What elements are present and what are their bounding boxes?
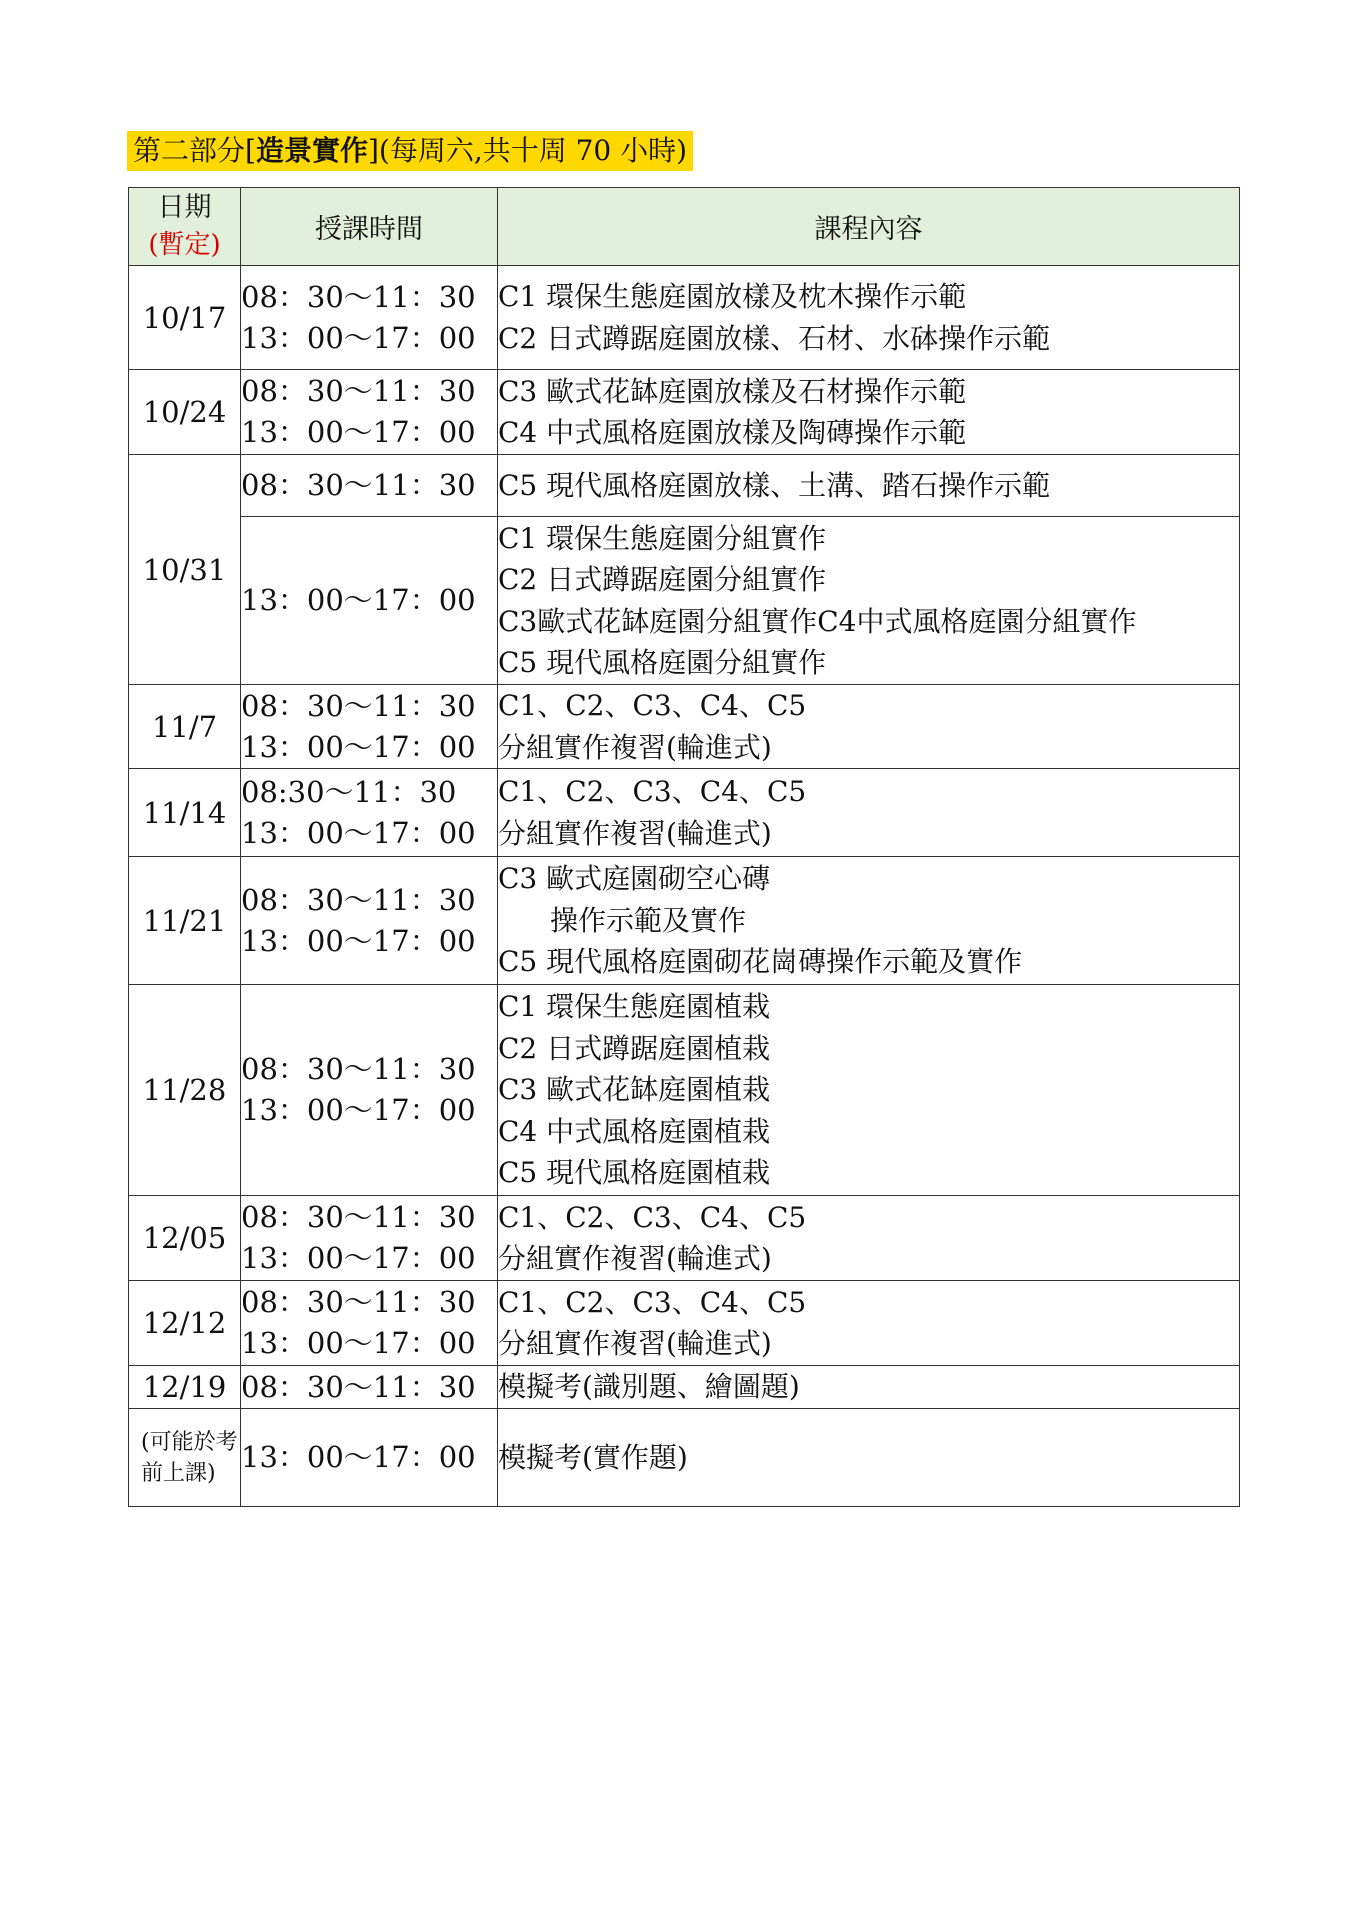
- heading-bracket: ]: [367, 134, 379, 167]
- table-row: [129, 1366, 1240, 1409]
- course-line: C5 現代風格庭園分組實作: [498, 646, 827, 679]
- course-line: C1、C2、C3、C4、C5: [498, 775, 807, 808]
- section-heading: [127, 131, 693, 171]
- time-range: 13：00～17：00: [241, 415, 476, 449]
- time-range: 13：00～17：00: [241, 815, 476, 850]
- time-range: 13：00～17：00: [241, 1326, 476, 1360]
- table-row: [129, 769, 1240, 857]
- header-date-note: (暫定): [148, 230, 221, 260]
- time-range: 08：30～11：30: [241, 1285, 476, 1319]
- course-line: 分組實作複習(輪進式): [498, 816, 772, 850]
- time-cell: [241, 455, 498, 517]
- time-cell: [241, 685, 498, 769]
- content-cell: [498, 1366, 1240, 1409]
- course-line: C5 現代風格庭園放樣、土溝、踏石操作示範: [498, 468, 1051, 502]
- date-cell: 12/12: [129, 1281, 241, 1366]
- date-cell: 12/05: [129, 1196, 241, 1281]
- date-cell: [129, 1366, 241, 1409]
- course-line: C1、C2、C3、C4、C5: [498, 689, 807, 722]
- time-range: 08：30～11：30: [241, 1200, 476, 1234]
- course-line: C4 中式風格庭園放樣及陶磚操作示範: [498, 416, 967, 449]
- time-cell: [241, 985, 498, 1196]
- course-line: C3 歐式庭園砌空心磚: [498, 862, 771, 896]
- time-range: 08：30～11：30: [241, 1052, 476, 1086]
- time-range: 08：30～11：30: [241, 882, 476, 917]
- time-range: 13：00～17：00: [241, 583, 476, 617]
- course-line: 操作示範及實作: [550, 903, 747, 937]
- course-line: C3 歐式花缽庭園植栽: [498, 1073, 771, 1107]
- course-line: 模擬考(實作題): [498, 1440, 688, 1474]
- table-row: [129, 1409, 1240, 1507]
- course-line: C1 環保生態庭園植栽: [498, 990, 771, 1024]
- table-row: [129, 370, 1240, 455]
- date-cell: 11/7: [129, 685, 241, 769]
- time-cell: [241, 266, 498, 370]
- date-cell: 11/21: [129, 857, 241, 985]
- course-line: C3歐式花缽庭園分組實作C4中式風格庭園分組實作: [498, 604, 1137, 638]
- content-cell: [498, 266, 1240, 370]
- header-time: 授課時間: [241, 188, 498, 266]
- content-cell: [498, 455, 1240, 517]
- heading-suffix: (每周六,共十周 70 小時): [378, 134, 688, 167]
- header-date: [129, 188, 241, 266]
- course-line: C2 日式蹲踞庭園放樣、石材、水砵操作示範: [498, 321, 1051, 355]
- course-line: C1、C2、C3、C4、C5: [498, 1285, 807, 1319]
- content-cell: [498, 685, 1240, 769]
- table-row: [129, 985, 1240, 1196]
- content-cell: [498, 370, 1240, 455]
- content-cell: [498, 769, 1240, 857]
- date-note: (可能於考前上課): [141, 1429, 238, 1486]
- content-cell: [498, 517, 1240, 685]
- time-cell: [241, 1409, 498, 1507]
- course-line: 分組實作複習(輪進式): [498, 730, 772, 764]
- table-row: [129, 1281, 1240, 1366]
- table-row: [129, 455, 1240, 517]
- time-range: 08：30～11：30: [241, 1369, 476, 1404]
- date-note-cell: [129, 1409, 241, 1507]
- time-range: 13：00～17：00: [241, 1241, 476, 1275]
- time-range: 13：00～17：00: [241, 1440, 476, 1474]
- time-range: 08:30～11：30: [241, 774, 457, 809]
- content-cell: [498, 985, 1240, 1196]
- table-row: [129, 266, 1240, 370]
- heading-bold: 造景實作: [255, 134, 368, 167]
- date-cell: 10/31: [129, 455, 241, 685]
- table-row: [129, 685, 1240, 769]
- time-cell: [241, 370, 498, 455]
- content-cell: [498, 1281, 1240, 1366]
- course-line: 分組實作複習(輪進式): [498, 1242, 772, 1275]
- date-cell: 11/28: [129, 985, 241, 1196]
- content-cell: [498, 1196, 1240, 1281]
- table-row: [129, 1196, 1240, 1281]
- time-cell: [241, 857, 498, 985]
- schedule-table: [128, 187, 1240, 1507]
- course-line: C3 歐式花缽庭園放樣及石材操作示範: [498, 374, 967, 408]
- time-range: 13：00～17：00: [241, 320, 476, 355]
- course-line: C1 環保生態庭園放樣及枕木操作示範: [498, 280, 967, 313]
- course-line: C4 中式風格庭園植栽: [498, 1114, 771, 1148]
- course-line: C2 日式蹲踞庭園分組實作: [498, 563, 827, 596]
- course-line: C5 現代風格庭園砌花崗磚操作示範及實作: [498, 945, 1023, 979]
- heading-prefix: 第二部分[: [133, 134, 256, 167]
- time-range: 13：00～17：00: [241, 1093, 476, 1127]
- content-cell: [498, 1409, 1240, 1507]
- time-cell: [241, 1366, 498, 1409]
- time-range: 08：30～11：30: [241, 279, 476, 314]
- time-range: 08：30～11：30: [241, 468, 476, 502]
- time-cell: [241, 769, 498, 857]
- course-line: C1 環保生態庭園分組實作: [498, 521, 827, 555]
- table-row: [129, 857, 1240, 985]
- date-cell-label: 12/19: [142, 1370, 227, 1404]
- date-cell: 10/17: [129, 266, 241, 370]
- time-range: 08：30～11：30: [241, 688, 476, 723]
- time-cell: [241, 517, 498, 685]
- course-line: C1、C2、C3、C4、C5: [498, 1200, 807, 1234]
- course-line: C5 現代風格庭園植栽: [498, 1156, 771, 1190]
- course-line: 模擬考(識別題、繪圖題): [498, 1370, 800, 1404]
- time-range: 13：00～17：00: [241, 729, 476, 764]
- content-cell: [498, 857, 1240, 985]
- time-range: 08：30～11：30: [241, 374, 476, 408]
- date-cell: 11/14: [129, 769, 241, 857]
- time-cell: [241, 1196, 498, 1281]
- course-line: C2 日式蹲踞庭園植栽: [498, 1031, 771, 1065]
- date-cell: 10/24: [129, 370, 241, 455]
- time-cell: [241, 1281, 498, 1366]
- header-content: 課程內容: [498, 188, 1240, 266]
- table-row: [129, 517, 1240, 685]
- time-range: 13：00～17：00: [241, 923, 476, 958]
- table-header-row: [129, 188, 1240, 266]
- header-date-label: 日期: [157, 192, 212, 223]
- course-line: 分組實作複習(輪進式): [498, 1327, 772, 1360]
